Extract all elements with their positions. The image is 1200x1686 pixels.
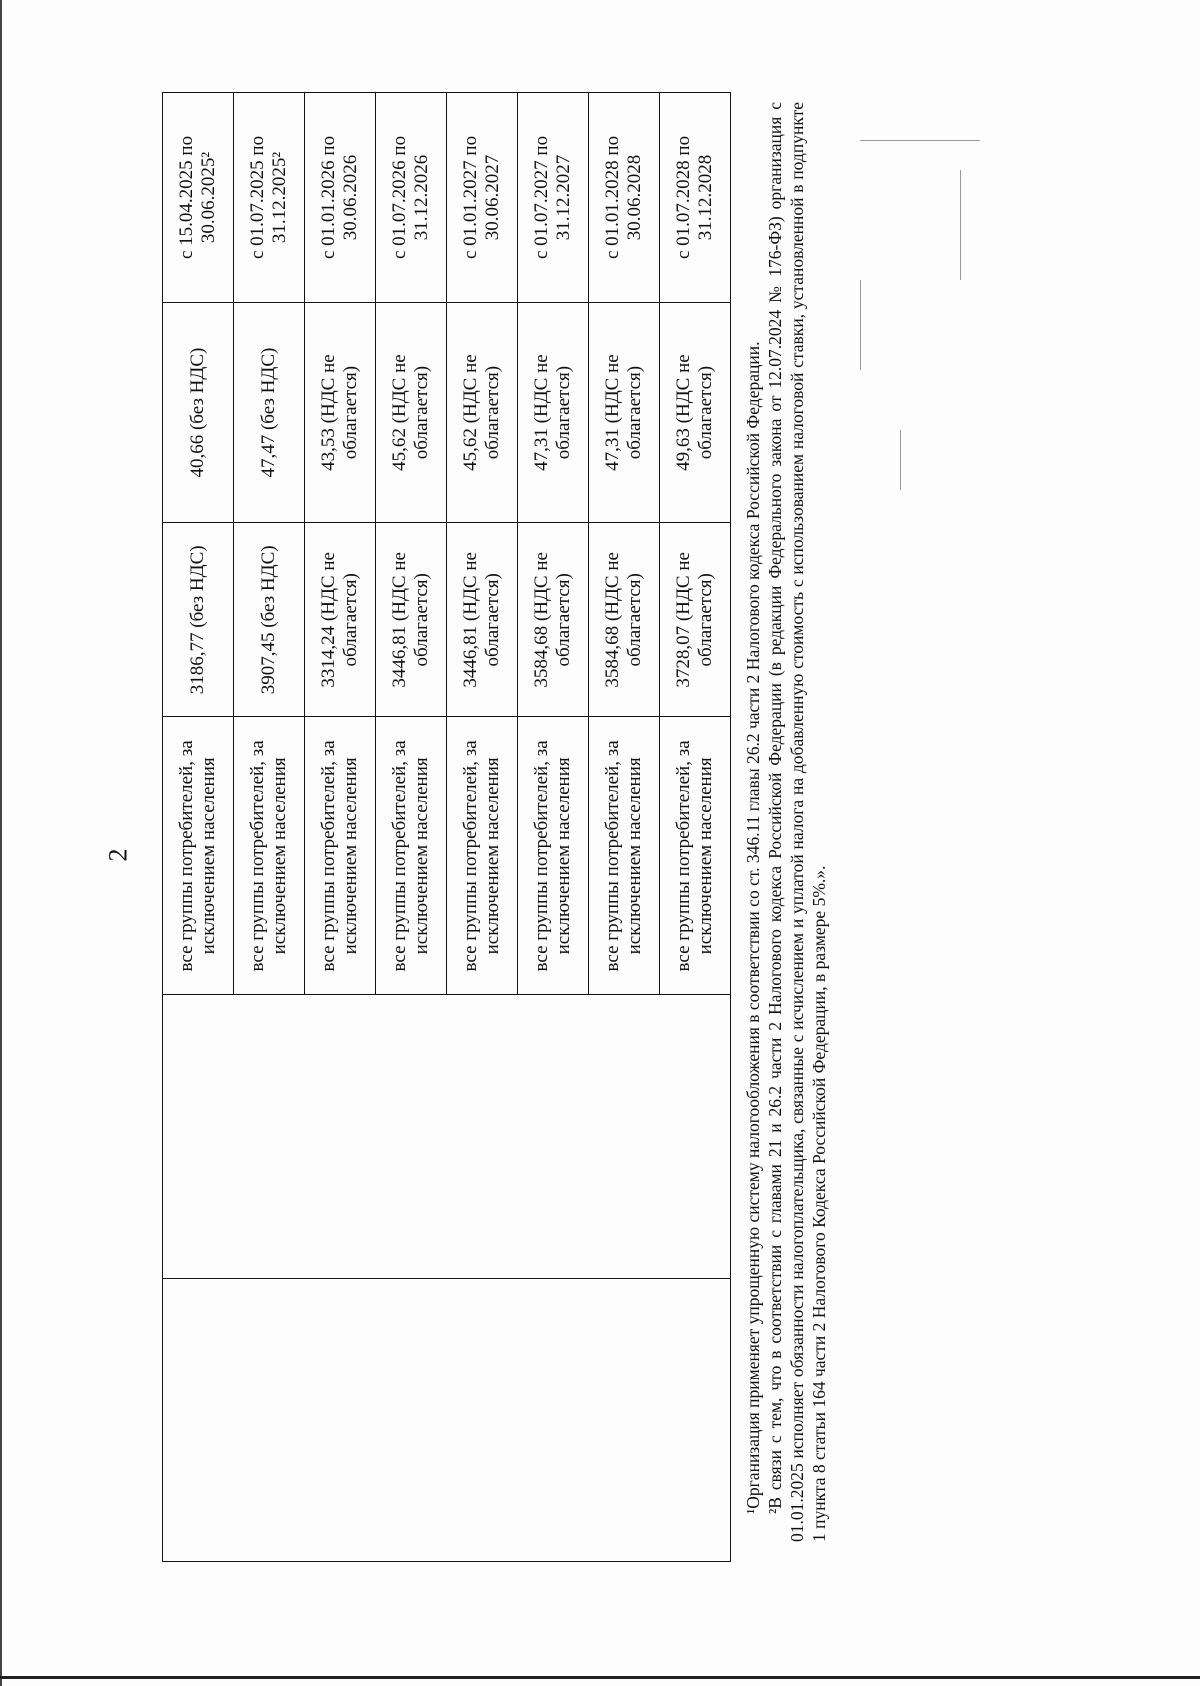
period-cell: с 01.01.2027 по 30.06.2027 bbox=[447, 93, 518, 303]
tariff-table bbox=[162, 92, 731, 1562]
footnotes bbox=[742, 102, 830, 1542]
scan-noise bbox=[860, 140, 980, 141]
empty-cell bbox=[163, 1278, 731, 1561]
page-number: 2 bbox=[103, 848, 133, 862]
rate-1-cell: 3446,81 (НДС не облагается) bbox=[376, 523, 447, 717]
rate-1-cell: 3446,81 (НДС не облагается) bbox=[447, 523, 518, 717]
footnote-1: ¹Организация применяет упрощенную систему налогообложения в соответствии со ст. 346.11 главы 26.2 части 2 Налогового кодекса Российской Федерации. bbox=[743, 341, 763, 1514]
rate-2-cell: 45,62 (НДС не облагается) bbox=[447, 302, 518, 522]
rate-2-cell: 47,47 (без НДС) bbox=[234, 302, 305, 522]
scan-noise bbox=[900, 430, 901, 490]
consumer-group-cell: все группы потребителей, за исключением населения bbox=[234, 717, 305, 995]
rate-1-cell: 3728,07 (НДС не облагается) bbox=[660, 523, 731, 717]
table-row bbox=[163, 93, 234, 1562]
consumer-group-cell: все группы потребителей, за исключением населения bbox=[518, 717, 589, 995]
rate-2-cell: 49,63 (НДС не облагается) bbox=[660, 302, 731, 522]
rate-2-cell: 40,66 (без НДС) bbox=[163, 302, 234, 522]
period-cell: с 01.07.2026 по 31.12.2026 bbox=[376, 93, 447, 303]
consumer-group-cell: все группы потребителей, за исключением населения bbox=[447, 717, 518, 995]
footnote-2: ²В связи с тем, что в соответствии с главами 21 и 26.2 части 2 Налогового кодекса Российской Федерации (в редакции Федерального закона от 12.07.2024 № 176-ФЗ) организация с 01.01.2025 исполняет обязанности налогоплательщика, связанные с исчислением и уплатой налога на добавленную стоимость с использованием налоговой ставки, установленной в подпункте 1 пункта 8 статьи 164 части 2 Налогового Кодекса Российской Федерации, в размере 5%.». bbox=[765, 102, 829, 1542]
consumer-group-cell: все группы потребителей, за исключением населения bbox=[376, 717, 447, 995]
page-bottom-border bbox=[0, 1676, 1200, 1679]
rate-2-cell: 45,62 (НДС не облагается) bbox=[376, 302, 447, 522]
rate-2-cell: 47,31 (НДС не облагается) bbox=[589, 302, 660, 522]
rate-1-cell: 3584,68 (НДС не облагается) bbox=[518, 523, 589, 717]
consumer-group-cell: все группы потребителей, за исключением населения bbox=[163, 717, 234, 995]
period-cell: с 15.04.2025 по 30.06.2025² bbox=[163, 93, 234, 303]
period-cell: с 01.07.2028 по 31.12.2028 bbox=[660, 93, 731, 303]
period-cell: с 01.01.2028 по 30.06.2028 bbox=[589, 93, 660, 303]
period-cell: с 01.07.2027 по 31.12.2027 bbox=[518, 93, 589, 303]
rate-1-cell: 3186,77 (без НДС) bbox=[163, 523, 234, 717]
rate-2-cell: 43,53 (НДС не облагается) bbox=[305, 302, 376, 522]
scan-noise bbox=[960, 170, 961, 280]
consumer-group-cell: все группы потребителей, за исключением населения bbox=[660, 717, 731, 995]
period-cell: с 01.07.2025 по 31.12.2025² bbox=[234, 93, 305, 303]
period-cell: с 01.01.2026 по 30.06.2026 bbox=[305, 93, 376, 303]
consumer-group-cell: все группы потребителей, за исключением населения bbox=[305, 717, 376, 995]
rate-1-cell: 3907,45 (без НДС) bbox=[234, 523, 305, 717]
scan-noise bbox=[860, 280, 861, 370]
rate-2-cell: 47,31 (НДС не облагается) bbox=[518, 302, 589, 522]
rate-1-cell: 3314,24 (НДС не облагается) bbox=[305, 523, 376, 717]
page-left-border bbox=[0, 0, 2, 1686]
rotated-content bbox=[162, 92, 829, 1562]
consumer-group-cell: все группы потребителей, за исключением населения bbox=[589, 717, 660, 995]
empty-cell bbox=[163, 995, 731, 1278]
rate-1-cell: 3584,68 (НДС не облагается) bbox=[589, 523, 660, 717]
